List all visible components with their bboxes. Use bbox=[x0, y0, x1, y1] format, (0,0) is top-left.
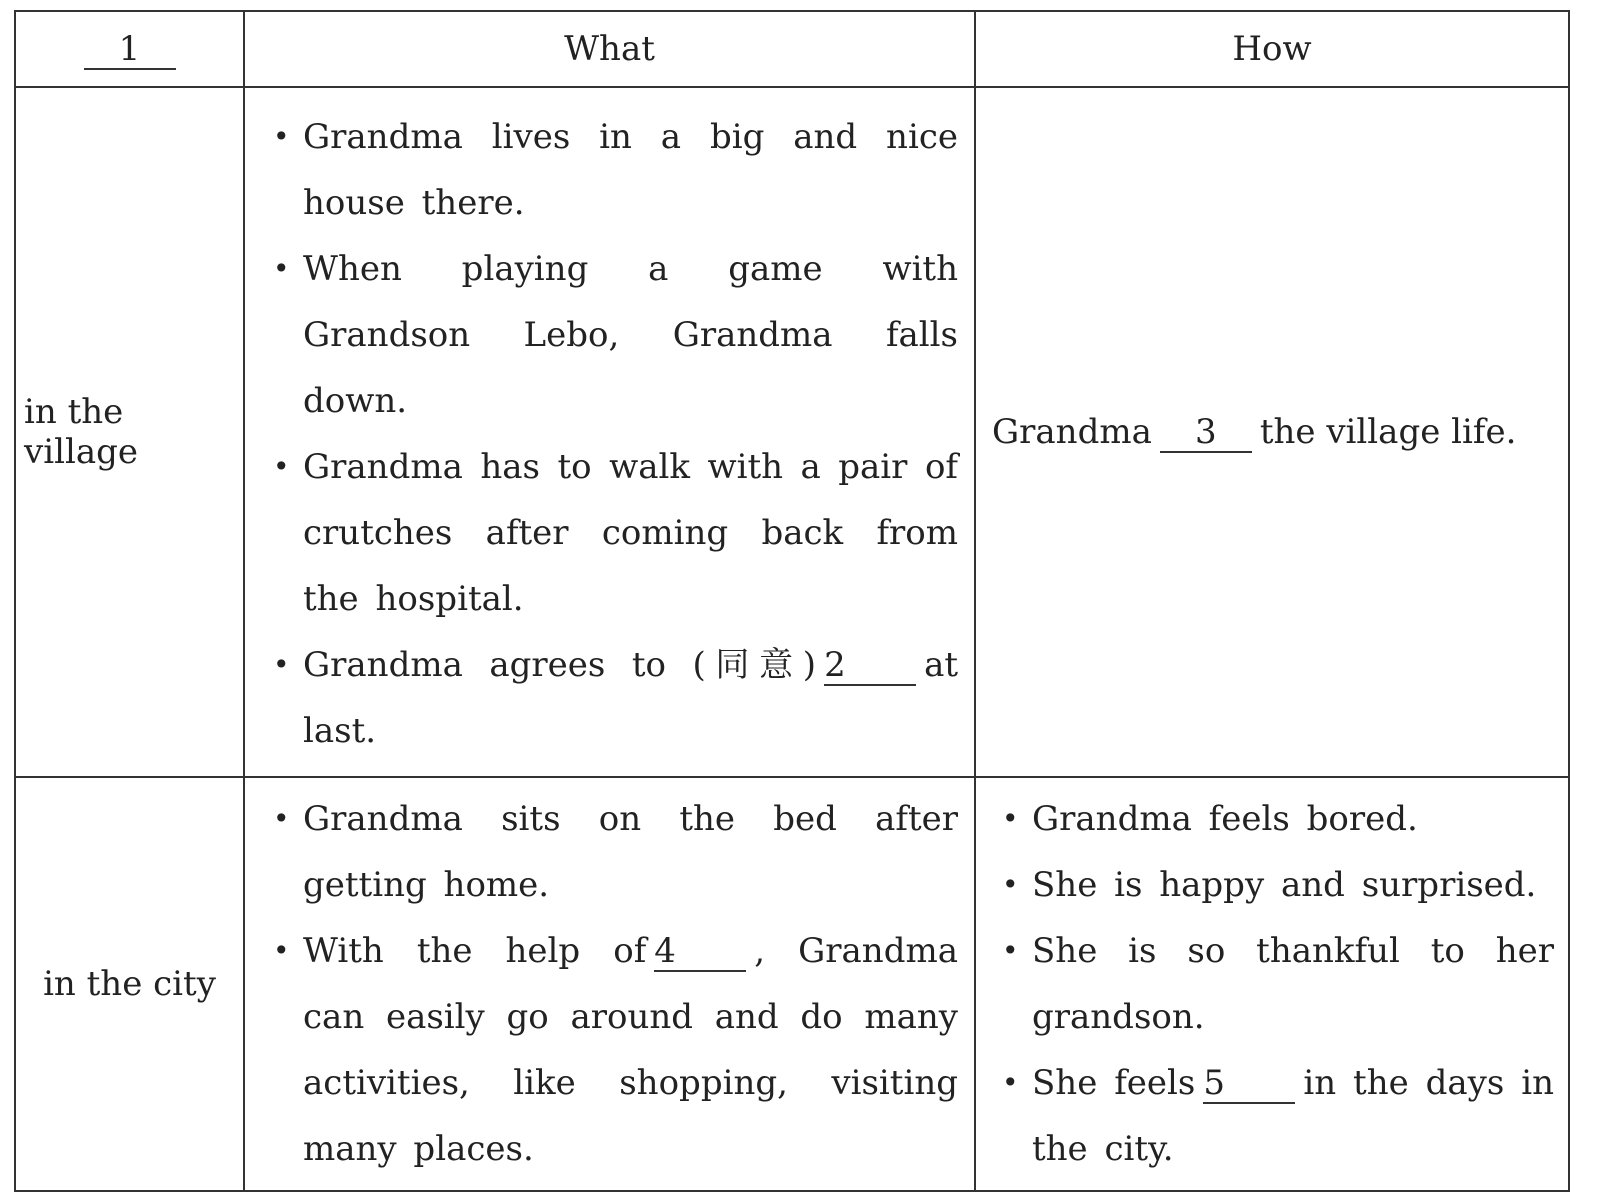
item-text-after: at last. bbox=[303, 645, 958, 751]
list-item: • Grandma has to walk with a pair of crutches after coming back from the hospital. bbox=[273, 434, 958, 632]
blank-2[interactable]: 2 bbox=[824, 648, 916, 686]
list-item bbox=[273, 918, 958, 1182]
list-item: • Grandma sits on the bed after getting home. bbox=[273, 786, 958, 918]
city-how-cell bbox=[975, 777, 1569, 1191]
item-text-after: , Grandma can easily go around and do many activities, like shopping, visiting many places. bbox=[303, 931, 958, 1169]
village-what-list bbox=[245, 88, 974, 776]
blank-5[interactable]: 5 bbox=[1203, 1066, 1295, 1104]
header-what-cell: What bbox=[244, 11, 975, 87]
city-row bbox=[15, 777, 1569, 1191]
village-what-cell bbox=[244, 87, 975, 777]
blank-3[interactable]: 3 bbox=[1160, 415, 1252, 453]
place-village: in the village bbox=[15, 87, 244, 777]
story-summary-table bbox=[14, 10, 1570, 1192]
place-city: in the city bbox=[15, 777, 244, 1191]
blank-1[interactable]: 1 bbox=[84, 32, 176, 70]
item-text-before: She feels bbox=[1032, 1063, 1196, 1103]
city-how-list bbox=[976, 778, 1568, 1190]
item-text-before: With the help of bbox=[303, 931, 647, 971]
list-item bbox=[273, 632, 958, 764]
list-item: • Grandma lives in a big and nice house there. bbox=[273, 104, 958, 236]
blank-4[interactable]: 4 bbox=[654, 934, 746, 972]
header-how-cell: How bbox=[975, 11, 1569, 87]
item-text-after: in the days in the city. bbox=[1032, 1063, 1554, 1169]
city-what-list bbox=[245, 778, 974, 1190]
list-item: • She is happy and surprised. bbox=[1002, 852, 1554, 918]
list-item: • Grandma feels bored. bbox=[1002, 786, 1554, 852]
village-how-text bbox=[976, 412, 1568, 453]
list-item bbox=[1002, 1050, 1554, 1182]
how-text-after: the village life. bbox=[1259, 411, 1517, 452]
city-what-cell bbox=[244, 777, 975, 1191]
header-where-cell bbox=[15, 11, 244, 87]
village-row bbox=[15, 87, 1569, 777]
village-how-cell bbox=[975, 87, 1569, 777]
how-text-before: Grandma bbox=[992, 411, 1152, 452]
item-text-before: Grandma agrees to (同意) bbox=[303, 645, 817, 685]
list-item: • She is so thankful to her grandson. bbox=[1002, 918, 1554, 1050]
header-row bbox=[15, 11, 1569, 87]
list-item: • When playing a game with Grandson Lebo, Grandma falls down. bbox=[273, 236, 958, 434]
